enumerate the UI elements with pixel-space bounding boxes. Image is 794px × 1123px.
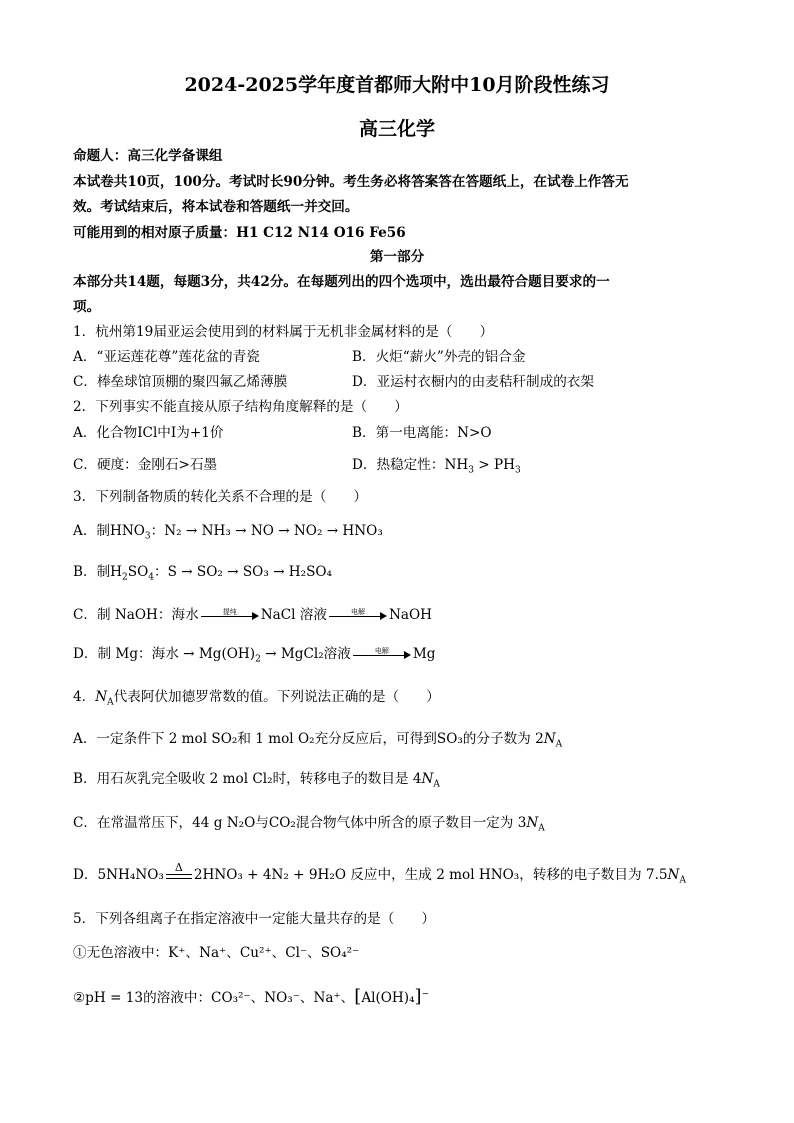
q3-option-a: A．制$HNO_3$：N₂ → NH₃ → NO → NO₂ → HNO₃ — [73, 523, 383, 542]
q2-option-b: B．第一电离能：N>O — [352, 425, 492, 441]
q4-option-c: C．在常温常压下，44 g N₂O与CO₂混合物气体中所含的原子数目一定为 $3N_A$ — [73, 815, 545, 834]
part-desc-2: 项。 — [73, 299, 101, 315]
q4-option-a: A．一定条件下 2 mol SO₂和 1 mol O₂充分反应后，可得到SO₃的分子数为 $2N_A$ — [73, 731, 563, 750]
q2-option-d: D．热稳定性：$NH_3 > PH_3$ — [352, 457, 521, 476]
reaction-equals-sign: Δ — [166, 869, 192, 883]
q5-item-2: ②pH = 13的溶液中：CO₃²⁻、NO₃⁻、Na⁺、[Al(OH)₄]− — [73, 986, 430, 1007]
q2-option-c: C．硬度：金刚石>石墨 — [73, 457, 218, 473]
q1-option-c: C．棒垒球馆顶棚的聚四氟乙烯薄膜 — [73, 374, 288, 390]
atomic-mass-line: 可能用到的相对原子质量：H1 C12 N14 O16 Fe56 — [73, 225, 406, 241]
exam-subtitle: 高三化学 — [358, 118, 435, 140]
info-line-1: 本试卷共10页，100分。考试时长90分钟。考生务必将答案答在答题纸上，在试卷上作答无 — [73, 174, 629, 190]
q4-stem: 4．$N_A$代表阿伏加德罗常数的值。下列说法正确的是（ ） — [73, 689, 440, 708]
reaction-arrow: 提纯 — [201, 609, 259, 623]
q5-stem: 5．下列各组离子在指定溶液中一定能大量共存的是（ ） — [73, 911, 436, 927]
q1-option-b: B．火炬“薪火”外壳的铝合金 — [352, 349, 526, 365]
q2-option-a: A．化合物ICl中I为+1价 — [73, 425, 224, 441]
part-heading: 第一部分 — [369, 249, 425, 265]
q2-stem: 2．下列事实不能直接从原子结构角度解释的是（ ） — [73, 399, 408, 415]
author-line: 命题人：高三化学备课组 — [73, 148, 223, 164]
q3-option-b: B．制$H_2SO_4$：S → SO₂ → SO₃ → H₂SO₄ — [73, 564, 333, 583]
q4-option-d: D．5NH₄NO₃ Δ 2HNO₃ + 4N₂ + 9H₂O 反应中，生成 2 mol HNO₃，转移的电子数目为 $7.5N_A$ — [73, 860, 686, 886]
reaction-arrow: 电解 — [329, 609, 387, 623]
q1-option-a: A．“亚运莲花尊”莲花盆的青瓷 — [73, 349, 260, 365]
q4-option-b: B．用石灰乳完全吸收 2 mol Cl₂时，转移电子的数目是 $4N_A$ — [73, 771, 440, 790]
part-desc-1: 本部分共14题，每题3分，共42分。在每题列出的四个选项中，选出最符合题目要求的一 — [73, 274, 610, 290]
exam-title: 2024-2025学年度首都师大附中10月阶段性练习 — [184, 74, 610, 96]
q1-stem: 1．杭州第19届亚运会使用到的材料属于无机非金属材料的是（ ） — [73, 324, 494, 340]
q3-option-d: D．制 Mg：海水 → $Mg(OH)_2$ → MgCl₂溶液 电解 Mg — [73, 646, 436, 665]
info-line-2: 效。考试结束后，将本试卷和答题纸一并交回。 — [73, 199, 359, 215]
reaction-arrow: 电解 — [353, 648, 411, 662]
q3-option-c: C．制 NaOH：海水 提纯 NaCl 溶液 电解 NaOH — [73, 607, 432, 623]
q5-item-1: ①无色溶液中：K⁺、Na⁺、Cu²⁺、Cl⁻、SO₄²⁻ — [73, 945, 360, 961]
q1-option-d: D．亚运村衣橱内的由麦秸秆制成的衣架 — [352, 374, 594, 390]
q3-stem: 3．下列制备物质的转化关系不合理的是（ ） — [73, 489, 368, 505]
